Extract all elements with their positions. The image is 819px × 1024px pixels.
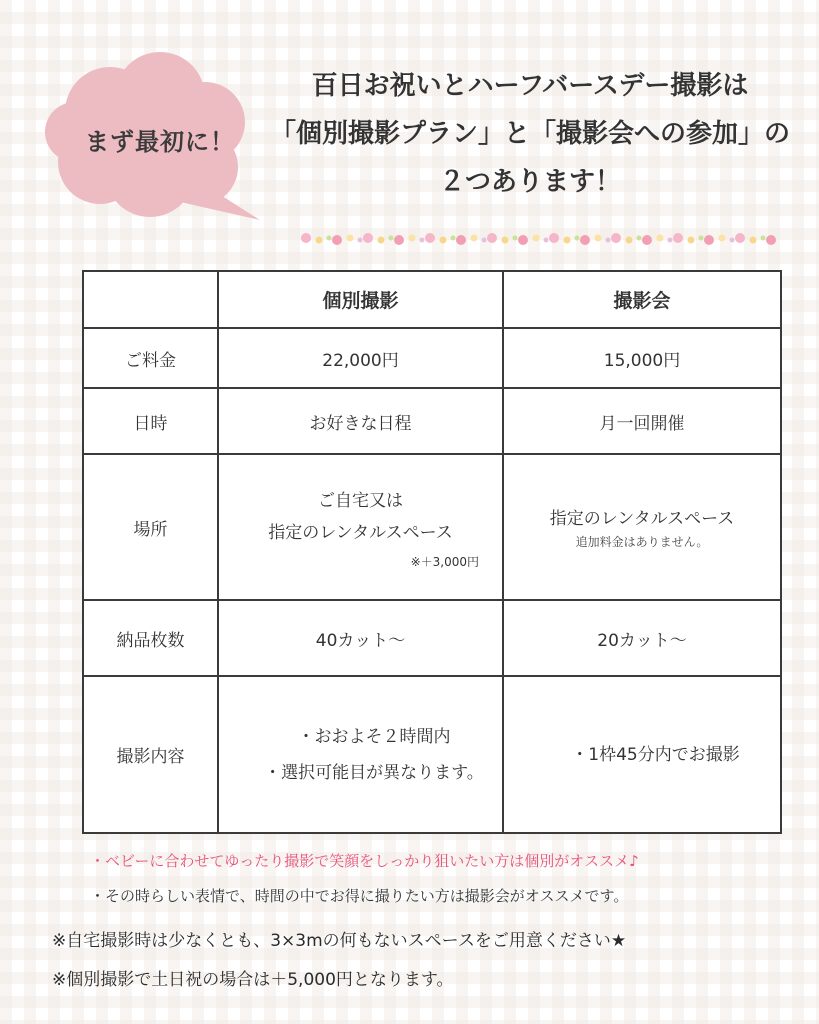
divider-dot (347, 235, 354, 242)
content-group-item-1: ・1枠45分内でお撮影 (571, 744, 740, 765)
table-row (83, 600, 781, 676)
content-individual-item-2: ・選択可能目が異なります。 (264, 762, 484, 783)
divider-dot (482, 238, 487, 243)
table-row (83, 388, 781, 454)
content-individual-item-1: ・おおよそ２時間内 (297, 726, 451, 747)
divider-dot (518, 235, 528, 245)
divider-dot (766, 235, 776, 245)
divider-dot (363, 233, 373, 243)
page-headline (270, 62, 790, 206)
divider-dot (673, 233, 683, 243)
divider-dot (750, 237, 757, 244)
divider-dot (378, 237, 385, 244)
divider-dot (301, 233, 311, 243)
divider-dot (606, 238, 611, 243)
divider-dot (730, 238, 735, 243)
content-individual (218, 676, 503, 833)
place-individual-line1: ご自宅又は (318, 490, 403, 511)
header-group: 撮影会 (503, 271, 781, 328)
divider-dot (611, 233, 621, 243)
headline-line-3: ２つあります！ (438, 167, 621, 197)
footnotes (52, 926, 792, 1004)
place-individual (218, 454, 503, 600)
divider-dot (668, 238, 673, 243)
divider-dot (626, 237, 633, 244)
row-label-price: ご料金 (83, 328, 218, 388)
divider-dot (580, 235, 590, 245)
divider-dot (564, 237, 571, 244)
divider-dot (533, 235, 540, 242)
divider-dot (420, 238, 425, 243)
divider-dot (699, 236, 704, 241)
row-label-cuts: 納品枚数 (83, 600, 218, 676)
place-individual-note: ※＋3,000円 (410, 554, 479, 569)
table-row (83, 328, 781, 388)
divider-dot (394, 235, 404, 245)
divider-dot (688, 237, 695, 244)
date-group: 月一回開催 (503, 388, 781, 454)
headline-line-2: 「個別撮影プラン」と「撮影会への参加」の (270, 119, 791, 149)
comparison-table (82, 270, 782, 834)
divider-dot (332, 235, 342, 245)
headline-line-1: 百日お祝いとハーフバースデー撮影は (311, 71, 749, 101)
divider-dot (502, 237, 509, 244)
footnote-weekend: ※個別撮影で土日祝の場合は＋5,000円となります。 (52, 970, 454, 990)
divider-dot (637, 236, 642, 241)
table-header-row (83, 271, 781, 328)
table-row (83, 676, 781, 833)
divider-dot (440, 237, 447, 244)
divider-dot (549, 233, 559, 243)
cuts-individual: 40カット～ (218, 600, 503, 676)
divider-dot (595, 235, 602, 242)
footnote-space: ※自宅撮影時は少なくとも、3×3mの何もないスペースをご用意ください★ (52, 931, 627, 951)
table-row (83, 454, 781, 600)
cuts-group: 20カット～ (503, 600, 781, 676)
divider-dot (451, 236, 456, 241)
header-individual: 個別撮影 (218, 271, 503, 328)
row-label-content: 撮影内容 (83, 676, 218, 833)
divider-dot (704, 235, 714, 245)
note-individual: ・ベビーに合わせてゆったり撮影で笑顔をしっかり狙いたい方は個別がオススメ♪ (90, 852, 639, 870)
note-group: ・その時らしい表情で、時間の中でお得に撮りたい方は撮影会がオススメです。 (90, 887, 629, 905)
divider-dot (719, 235, 726, 242)
price-group: 15,000円 (503, 328, 781, 388)
divider-dot (735, 233, 745, 243)
divider-dot (409, 235, 416, 242)
divider-dot (425, 233, 435, 243)
divider-dot (389, 236, 394, 241)
row-label-date: 日時 (83, 388, 218, 454)
callout-bubble (40, 52, 270, 237)
divider-dot (471, 235, 478, 242)
recommendation-notes (82, 850, 802, 918)
divider-dot (327, 236, 332, 241)
divider-dot (513, 236, 518, 241)
divider-dot (487, 233, 497, 243)
divider-dot (642, 235, 652, 245)
divider-dot (657, 235, 664, 242)
date-individual: お好きな日程 (218, 388, 503, 454)
price-individual: 22,000円 (218, 328, 503, 388)
divider-dot (575, 236, 580, 241)
callout-text: まず最初に！ (85, 128, 235, 156)
divider-dot (456, 235, 466, 245)
place-group-line1: 指定のレンタルスペース (549, 509, 735, 529)
divider-dot (358, 238, 363, 243)
place-group (503, 454, 781, 600)
divider-dot (761, 236, 766, 241)
content-group (503, 676, 781, 833)
divider-dot (316, 237, 323, 244)
divider-dot (544, 238, 549, 243)
place-group-note: 追加料金はありません。 (575, 535, 709, 549)
header-empty (83, 271, 218, 328)
row-label-place: 場所 (83, 454, 218, 600)
place-individual-line2: 指定のレンタルスペース (268, 522, 453, 543)
dotted-divider (300, 229, 780, 249)
